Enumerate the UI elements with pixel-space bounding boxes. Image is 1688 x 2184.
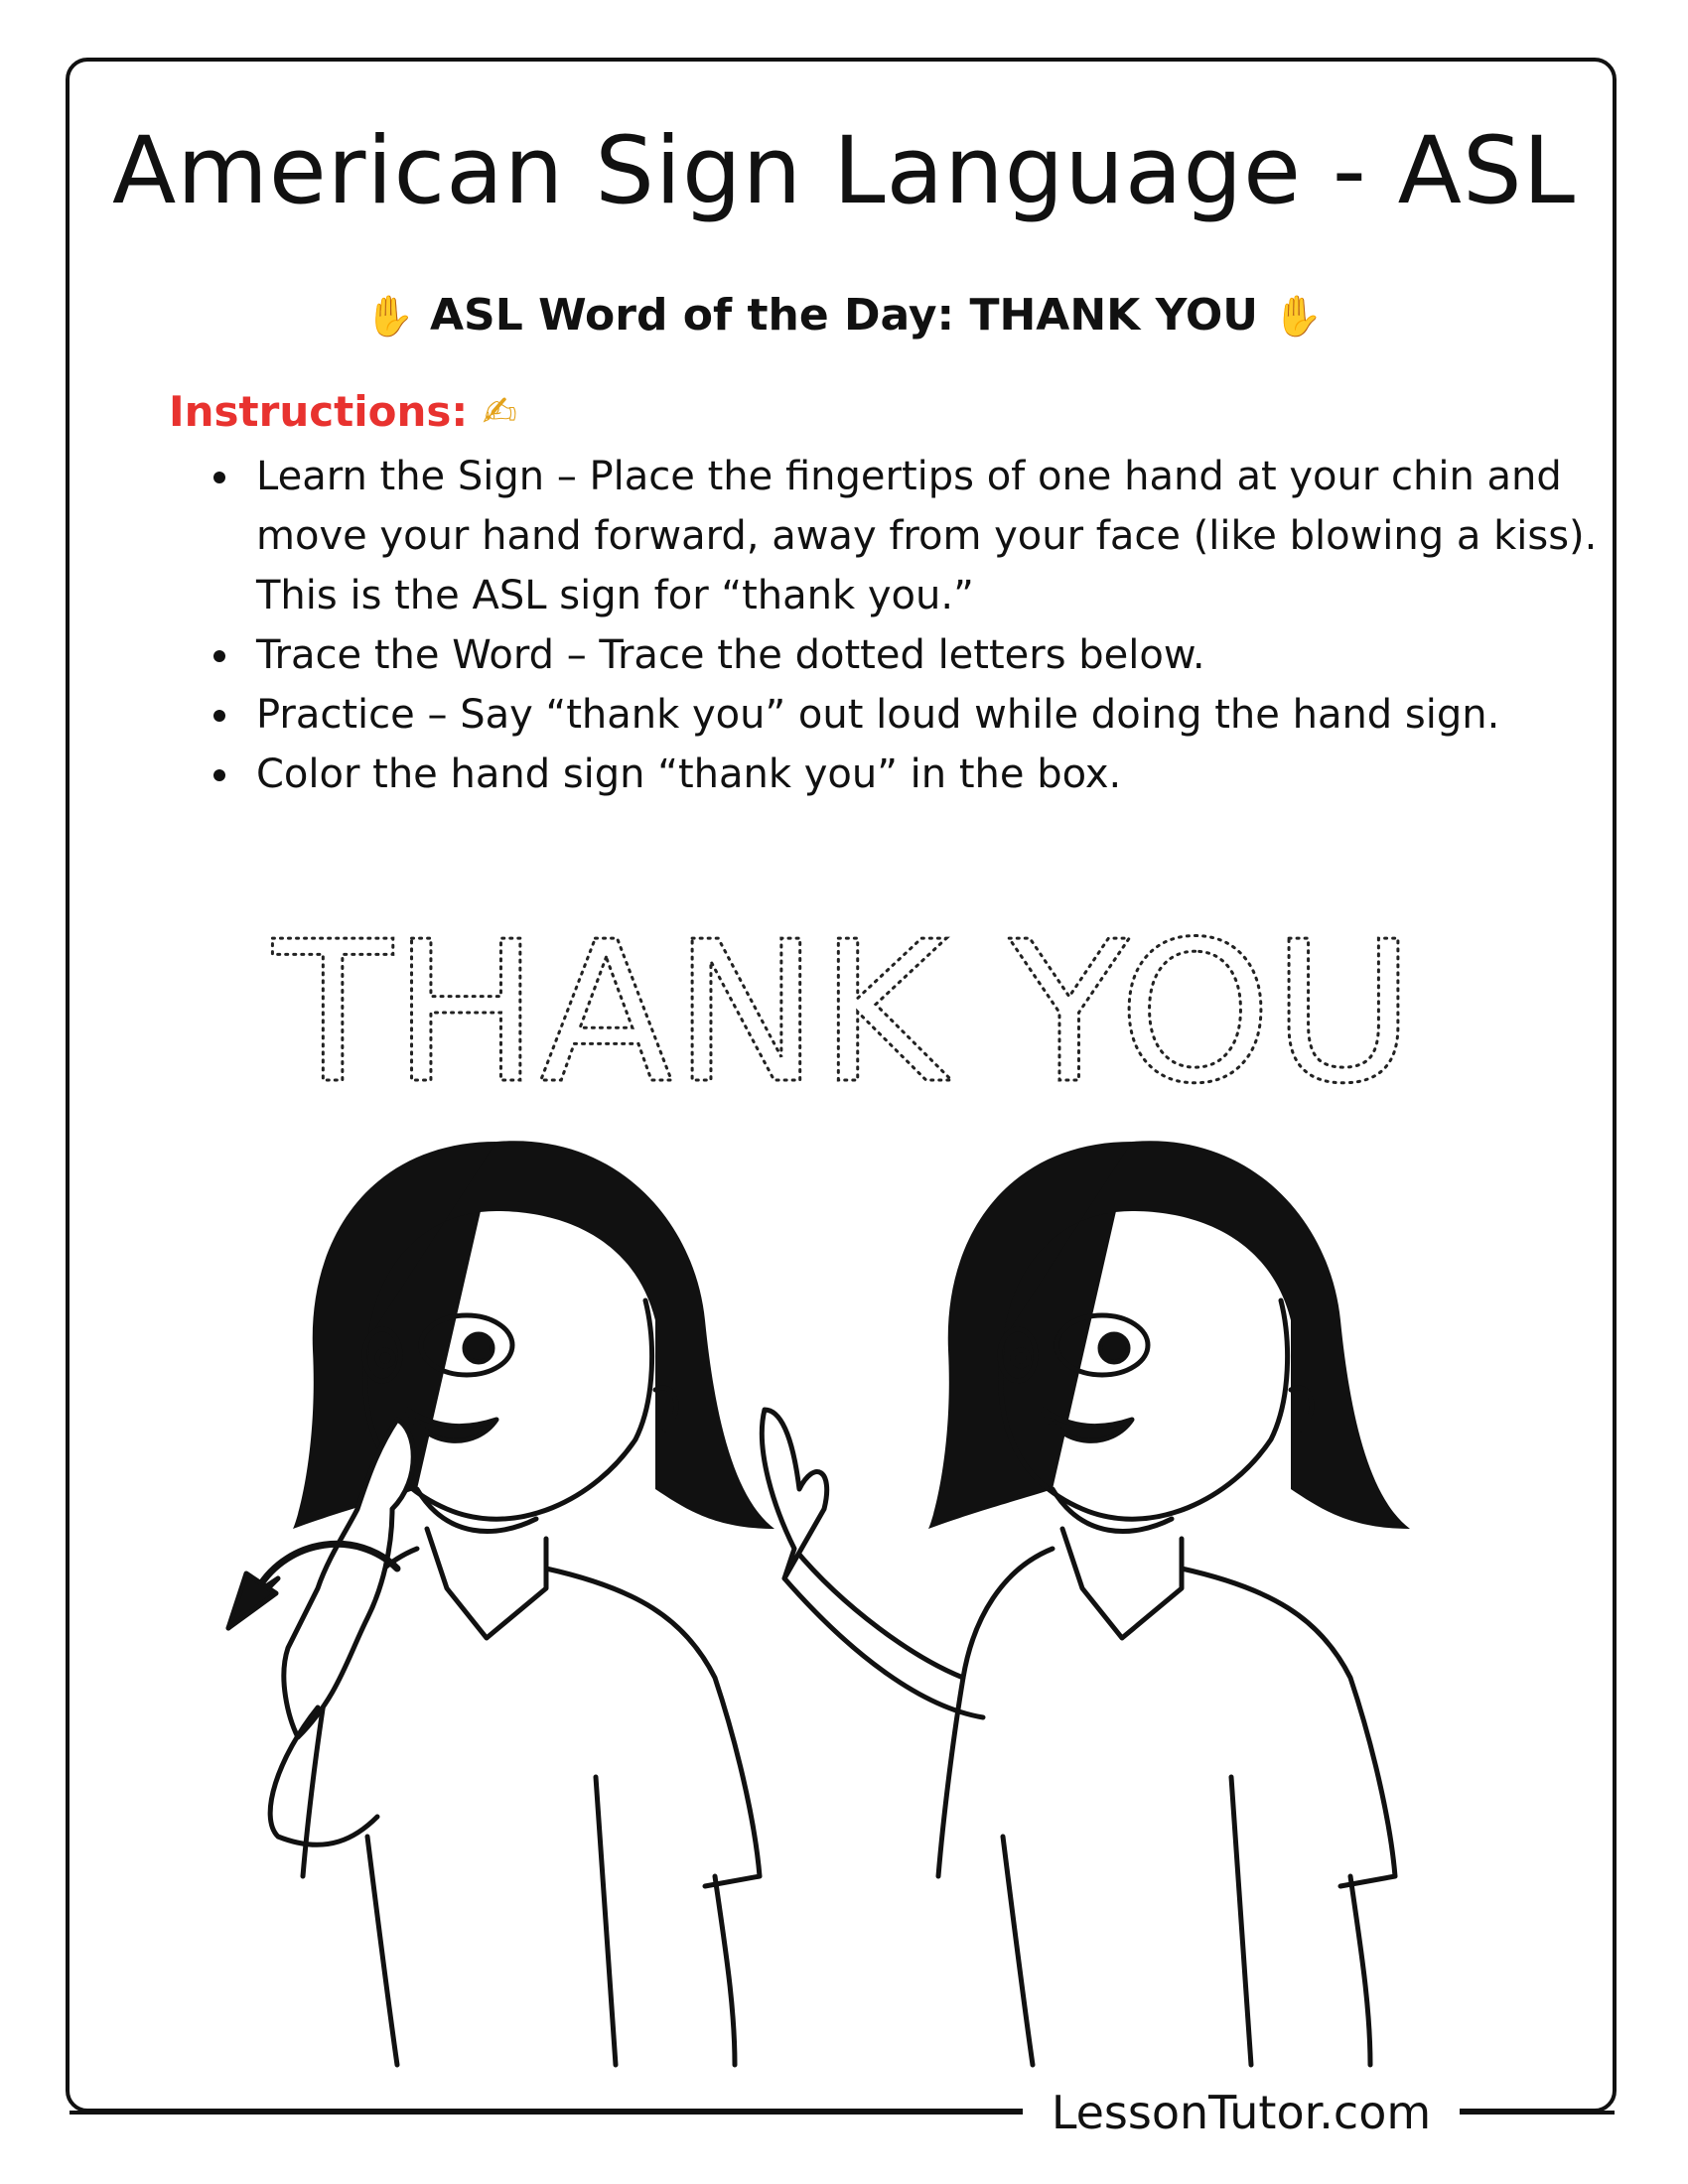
word-of-day-heading	[70, 290, 1618, 341]
trace-word[interactable]	[199, 913, 1489, 1092]
signer-start-pose	[270, 1141, 774, 2065]
trace-word-text[interactable]: THANK YOU	[271, 913, 1415, 1092]
raised-hand-icon: ✋	[364, 294, 415, 340]
footer-site-name[interactable]: LessonTutor.com	[1023, 2082, 1460, 2143]
footer-rule-left	[70, 2111, 1023, 2115]
raised-hand-icon: ✋	[1273, 294, 1324, 340]
instruction-item: • Practice – Say “thank you” out loud while doing the hand sign.	[244, 685, 1615, 745]
instructions-heading	[169, 387, 517, 436]
instructions-label: Instructions:	[169, 387, 469, 436]
footer-rule-right	[1460, 2111, 1615, 2115]
word-of-day-text: ASL Word of the Day: THANK YOU	[429, 290, 1259, 341]
signer-end-pose	[762, 1141, 1410, 2065]
instruction-item: • Trace the Word – Trace the dotted letters below.	[244, 625, 1615, 685]
instruction-item: • Color the hand sign “thank you” in the box.	[244, 745, 1615, 804]
page-title: American Sign Language - ASL	[111, 117, 1577, 225]
instruction-list	[195, 447, 1615, 804]
writing-hand-icon: ✍	[482, 387, 517, 436]
sign-illustration[interactable]	[218, 1122, 1470, 2075]
instruction-item: • Learn the Sign – Place the fingertips of one hand at your chin and move your hand forward, away from your face (like blowing a kiss). This is the ASL sign for “thank you.”	[244, 447, 1615, 625]
